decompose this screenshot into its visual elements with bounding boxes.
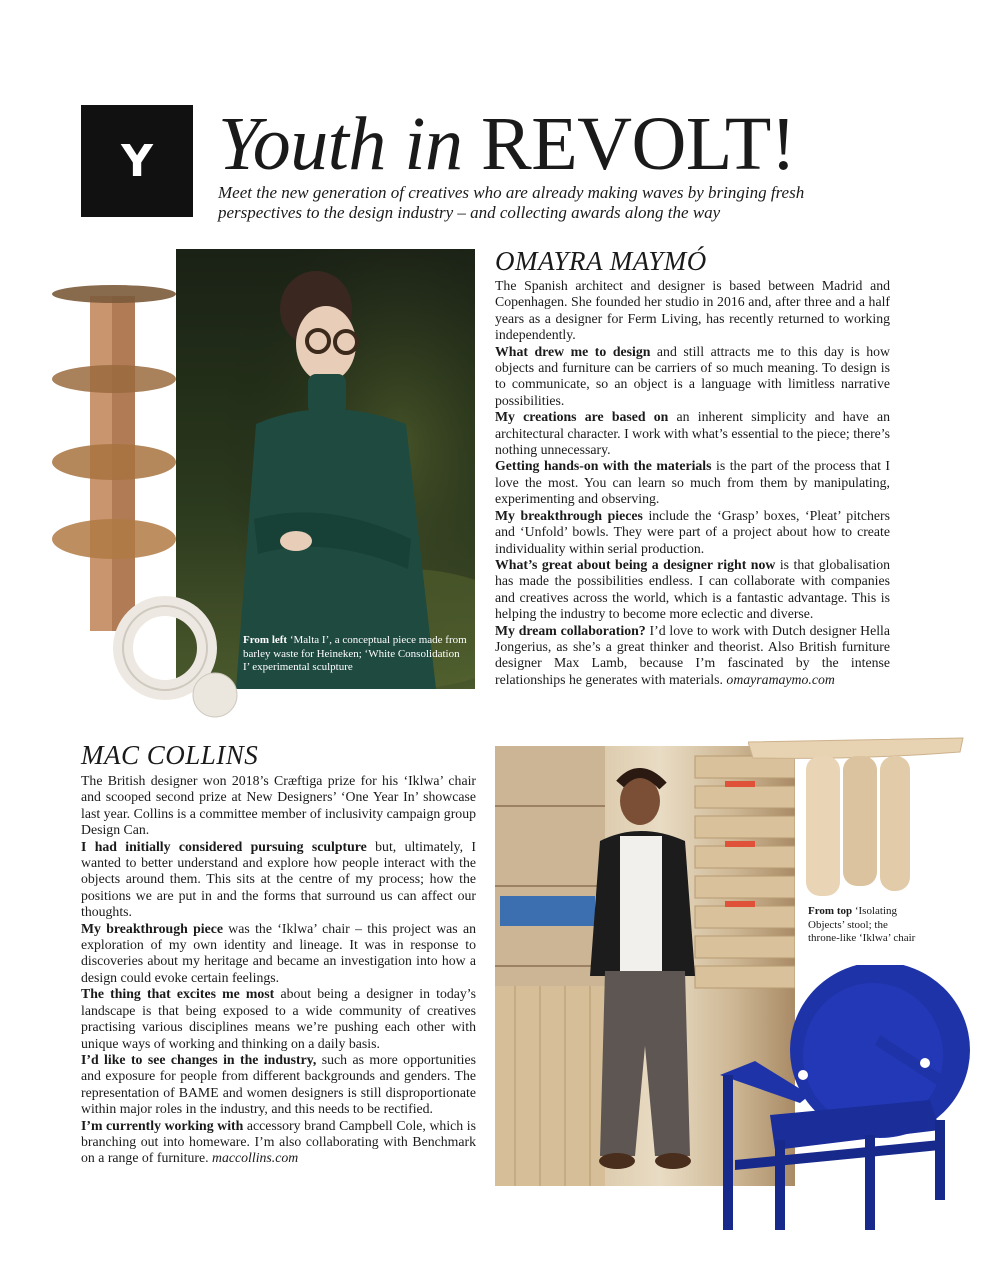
website-link[interactable]: omayramaymo.com: [726, 671, 835, 687]
qa-paragraph: What’s great about being a designer right now is that globalisation has made the possibilities endless. I can collaborate with companies and creatives across the world, which is a fantastic advantage. This is helping the industry to become more eclectic and diverse.: [495, 556, 890, 622]
qa-paragraph: The thing that excites me most about being a designer in today’s landscape is that being exposed to a wide community of creatives practising various disciplines means we’re pushing each other with unique ways of working and thinking on a daily basis.: [81, 986, 477, 1051]
website-link[interactable]: maccollins.com: [212, 1150, 299, 1166]
section-letter: Y: [121, 135, 153, 187]
qa-paragraph: I’d like to see changes in the industry, such as more opportunities and exposure for people from different backgrounds and genders. The representation of BAME and women designers is still disproportionate within major roles in the industry, and this needs to be rectified.: [81, 1051, 476, 1117]
qa-paragraph: My dream collaboration? I’d love to work with Dutch designer Hella Jongerius, as she’s a great thinker and theorist. Also British furniture designer Max Lamb, because I’m fascinated by the intense relationships he generates with materials. omayramaymo.com: [495, 622, 891, 687]
qa-paragraph: I’m currently working with accessory brand Campbell Cole, which is branching out into homeware. I’m also collaborating with Benchmark on a range of furniture. maccollins.com: [81, 1117, 476, 1166]
intro-paragraph: The Spanish architect and designer is based between Madrid and Copenhagen. She founded her studio in 2016 and, after three and a half years as a designer for Ferm Living, has recently returned to working independently.: [495, 278, 890, 343]
standfirst: Meet the new generation of creatives who are already making waves by bringing fresh perspectives to the design industry – and collecting awards along the way: [218, 183, 805, 222]
malta-sculpture: [52, 284, 177, 634]
intro-paragraph: The British designer won 2018’s Cræftiga prize for his ‘Iklwa’ chair and scooped second prize at New Designers’ ‘One Year In’ showcase last year. Collins is a committee member of inclusivity campaign group Design Can.: [81, 773, 476, 838]
profile-name: MAC COLLINS: [81, 740, 259, 770]
caption-mac: From top ‘Isolating Objects’ stool; the throne-like ‘Iklwa’ chair: [808, 905, 916, 944]
isolating-objects-stool: [748, 730, 968, 900]
white-consolidation-sculpture: [105, 590, 245, 720]
title-caps: REVOLT!: [481, 102, 796, 186]
qa-paragraph: Getting hands-on with the materials is the part of the process that I love the most. You can learn so much from them by manipulating, experimenting and observing.: [495, 458, 890, 507]
page-title: [218, 98, 796, 190]
qa-paragraph: What drew me to design and still attracts me to this day is how objects and furniture can be carriers of so much meaning. To design is to communicate, so an object is a language with limitless narrative possibilities.: [495, 343, 890, 408]
title-italic: Youth in: [218, 102, 463, 186]
profile-copy-omayra: [495, 278, 890, 688]
qa-paragraph: My breakthrough pieces include the ‘Grasp’ boxes, ‘Pleat’ pitchers and ‘Unfold’ bowls. They were part of a project about how to create individuality within serial production.: [495, 507, 890, 556]
qa-paragraph: I had initially considered pursuing sculpture but, ultimately, I wanted to better understand and explore how people interact with the objects around them. This sits at the centre of my process; how the positions we are put in and the forms that surround us can affect our thoughts.: [81, 838, 476, 920]
profile-copy-mac: [81, 773, 476, 1167]
qa-paragraph: My creations are based on an inherent simplicity and have an architectural character. I work with what’s essential to the piece; there’s nothing unnecessary.: [495, 409, 890, 458]
iklwa-chair: [715, 965, 975, 1235]
profile-name: OMAYRA MAYMÓ: [495, 246, 707, 276]
section-letter-box: [81, 105, 193, 217]
caption-omayra: From left ‘Malta I’, a conceptual piece made from barley waste for Heineken; ‘White Consolidation I’ experimental sculpture: [243, 634, 467, 673]
qa-paragraph: My breakthrough piece was the ‘Iklwa’ chair – this project was an exploration of my own identity and lineage. It was in response to discoveries about my heritage and became an investigation into how a design could evoke certain feelings.: [81, 920, 476, 985]
